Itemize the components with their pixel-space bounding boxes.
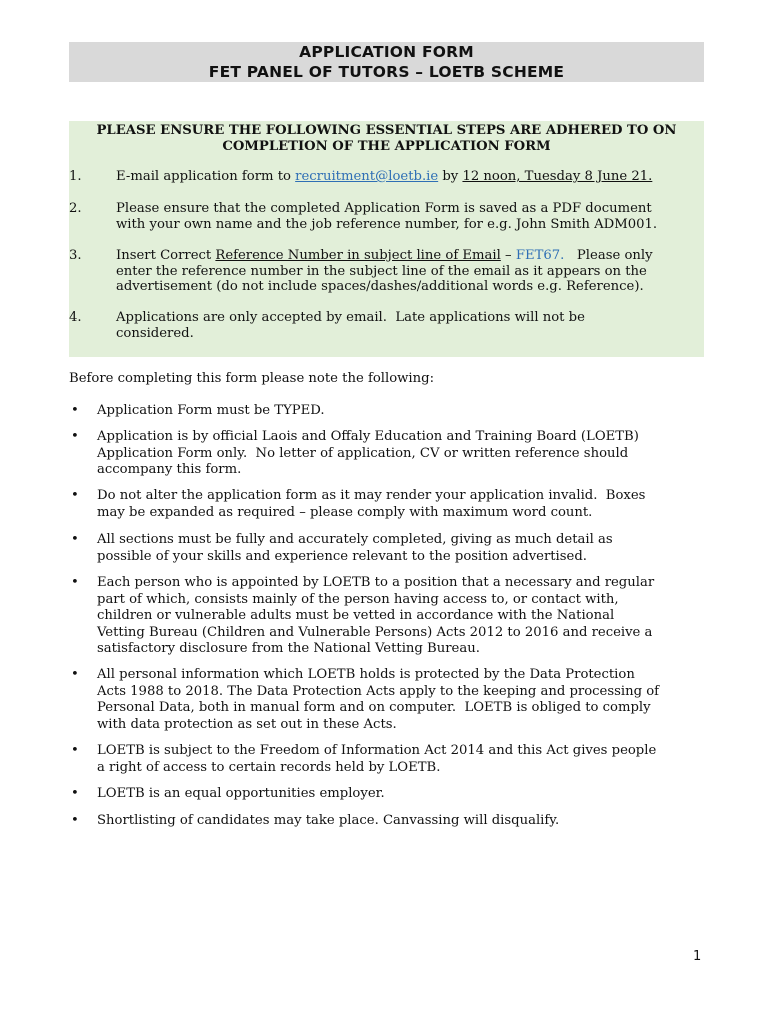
essential-steps-box: [69, 121, 704, 357]
step-text: [116, 169, 704, 185]
bullet-line: LOETB is subject to the Freedom of Information Act 2014 and this Act gives people: [97, 743, 657, 758]
bullet-icon: •: [71, 403, 79, 418]
bullet-icon: •: [71, 667, 79, 682]
bullet-icon: •: [71, 743, 79, 758]
notes-intro: Before completing this form please note the following:: [69, 371, 435, 386]
bullet-line: Application Form only. No letter of application, CV or written reference should: [97, 445, 629, 461]
bullet-line: Vetting Bureau (Children and Vulnerable Persons) Acts 2012 to 2016 and receive a: [97, 624, 653, 640]
step-text-line: advertisement (do not include spaces/dashes/additional words e.g. Reference).: [116, 279, 644, 295]
step-text-part: –: [500, 248, 516, 263]
bullet-line: Acts 1988 to 2018. The Data Protection Acts apply to the keeping and processing of: [97, 683, 660, 699]
page-number: 1: [693, 949, 702, 964]
bullet-icon: •: [71, 532, 79, 547]
step-text-line: with your own name and the job reference number, for e.g. John Smith ADM001.: [116, 216, 658, 232]
deadline-text: 12 noon, Tuesday 8 June 21.: [462, 169, 653, 184]
bullet-line: possible of your skills and experience relevant to the position advertised.: [97, 548, 587, 564]
bullet-line: Application Form must be TYPED.: [97, 403, 325, 418]
bullet-icon: •: [71, 429, 79, 444]
step-text-line: enter the reference number in the subject line of the email as it appears on the: [116, 263, 647, 279]
reference-instruction: Reference Number in subject line of Email: [215, 248, 501, 263]
form-title: APPLICATION FORM: [299, 43, 474, 61]
bullet-line: LOETB is an equal opportunities employer.: [97, 786, 385, 801]
steps-heading-line2: COMPLETION OF THE APPLICATION FORM: [222, 139, 551, 154]
bullet-line: Personal Data, both in manual form and on computer. LOETB is obliged to comply: [97, 700, 651, 716]
reference-number: FET67.: [515, 248, 565, 263]
step-text-part: Please only: [564, 248, 653, 263]
bullet-line: part of which, consists mainly of the person having access to, or contact with,: [97, 591, 619, 607]
bullet-line: All personal information which LOETB holds is protected by the Data Protection: [97, 667, 635, 682]
step-text-line: Please ensure that the completed Application Form is saved as a PDF document: [116, 201, 652, 216]
step-text: [116, 248, 704, 295]
bullet-line: may be expanded as required – please comply with maximum word count.: [97, 504, 593, 520]
bullet-icon: •: [71, 813, 79, 828]
bullet-icon: •: [71, 575, 79, 590]
form-subtitle: FET PANEL OF TUTORS – LOETB SCHEME: [208, 63, 565, 81]
step-number: 4.: [69, 310, 82, 325]
bullet-line: children or vulnerable adults must be vetted in accordance with the National: [97, 608, 615, 624]
step-number: 3.: [69, 248, 82, 263]
bullet-line: Each person who is appointed by LOETB to a position that a necessary and regular: [97, 575, 655, 590]
bullet-line: accompany this form.: [97, 462, 242, 478]
step-text-line: [116, 248, 704, 264]
step-text: [116, 310, 704, 341]
step-text-line: Applications are only accepted by email. Late applications will not be: [116, 310, 585, 325]
form-title-block: [69, 42, 704, 82]
bullet-text: [97, 743, 707, 776]
bullet-text: [97, 813, 707, 830]
step-number: 2.: [69, 201, 82, 216]
step-text-part: Insert Correct: [116, 248, 216, 263]
step-number: 1.: [69, 169, 82, 184]
steps-heading-line1: PLEASE ENSURE THE FOLLOWING ESSENTIAL STEPS ARE ADHERED TO ON: [96, 123, 677, 138]
step-text-part: E-mail application form to: [116, 169, 296, 184]
email-link[interactable]: recruitment@loetb.ie: [295, 169, 439, 184]
bullet-icon: •: [71, 488, 79, 503]
bullet-text: [97, 488, 707, 521]
bullet-text: [97, 532, 707, 565]
bullet-text: [97, 786, 707, 803]
bullet-text: [97, 403, 707, 420]
bullet-text: [97, 667, 707, 733]
bullet-text: [97, 575, 707, 658]
step-text-line: considered.: [116, 325, 194, 341]
step-text-part: by: [438, 169, 463, 184]
bullet-line: Application is by official Laois and Offaly Education and Training Board (LOETB): [97, 429, 639, 444]
bullet-text: [97, 429, 707, 479]
bullet-line: All sections must be fully and accurately completed, giving as much detail as: [97, 532, 613, 547]
bullet-line: satisfactory disclosure from the National Vetting Bureau.: [97, 641, 480, 657]
bullet-line: with data protection as set out in these Acts.: [97, 716, 397, 732]
bullet-icon: •: [71, 786, 79, 801]
steps-heading: [69, 123, 704, 155]
bullet-line: Shortlisting of candidates may take place. Canvassing will disqualify.: [97, 813, 560, 828]
step-text: [116, 201, 704, 232]
bullet-line: a right of access to certain records held by LOETB.: [97, 759, 441, 775]
bullet-line: Do not alter the application form as it may render your application invalid. Boxes: [97, 488, 646, 503]
